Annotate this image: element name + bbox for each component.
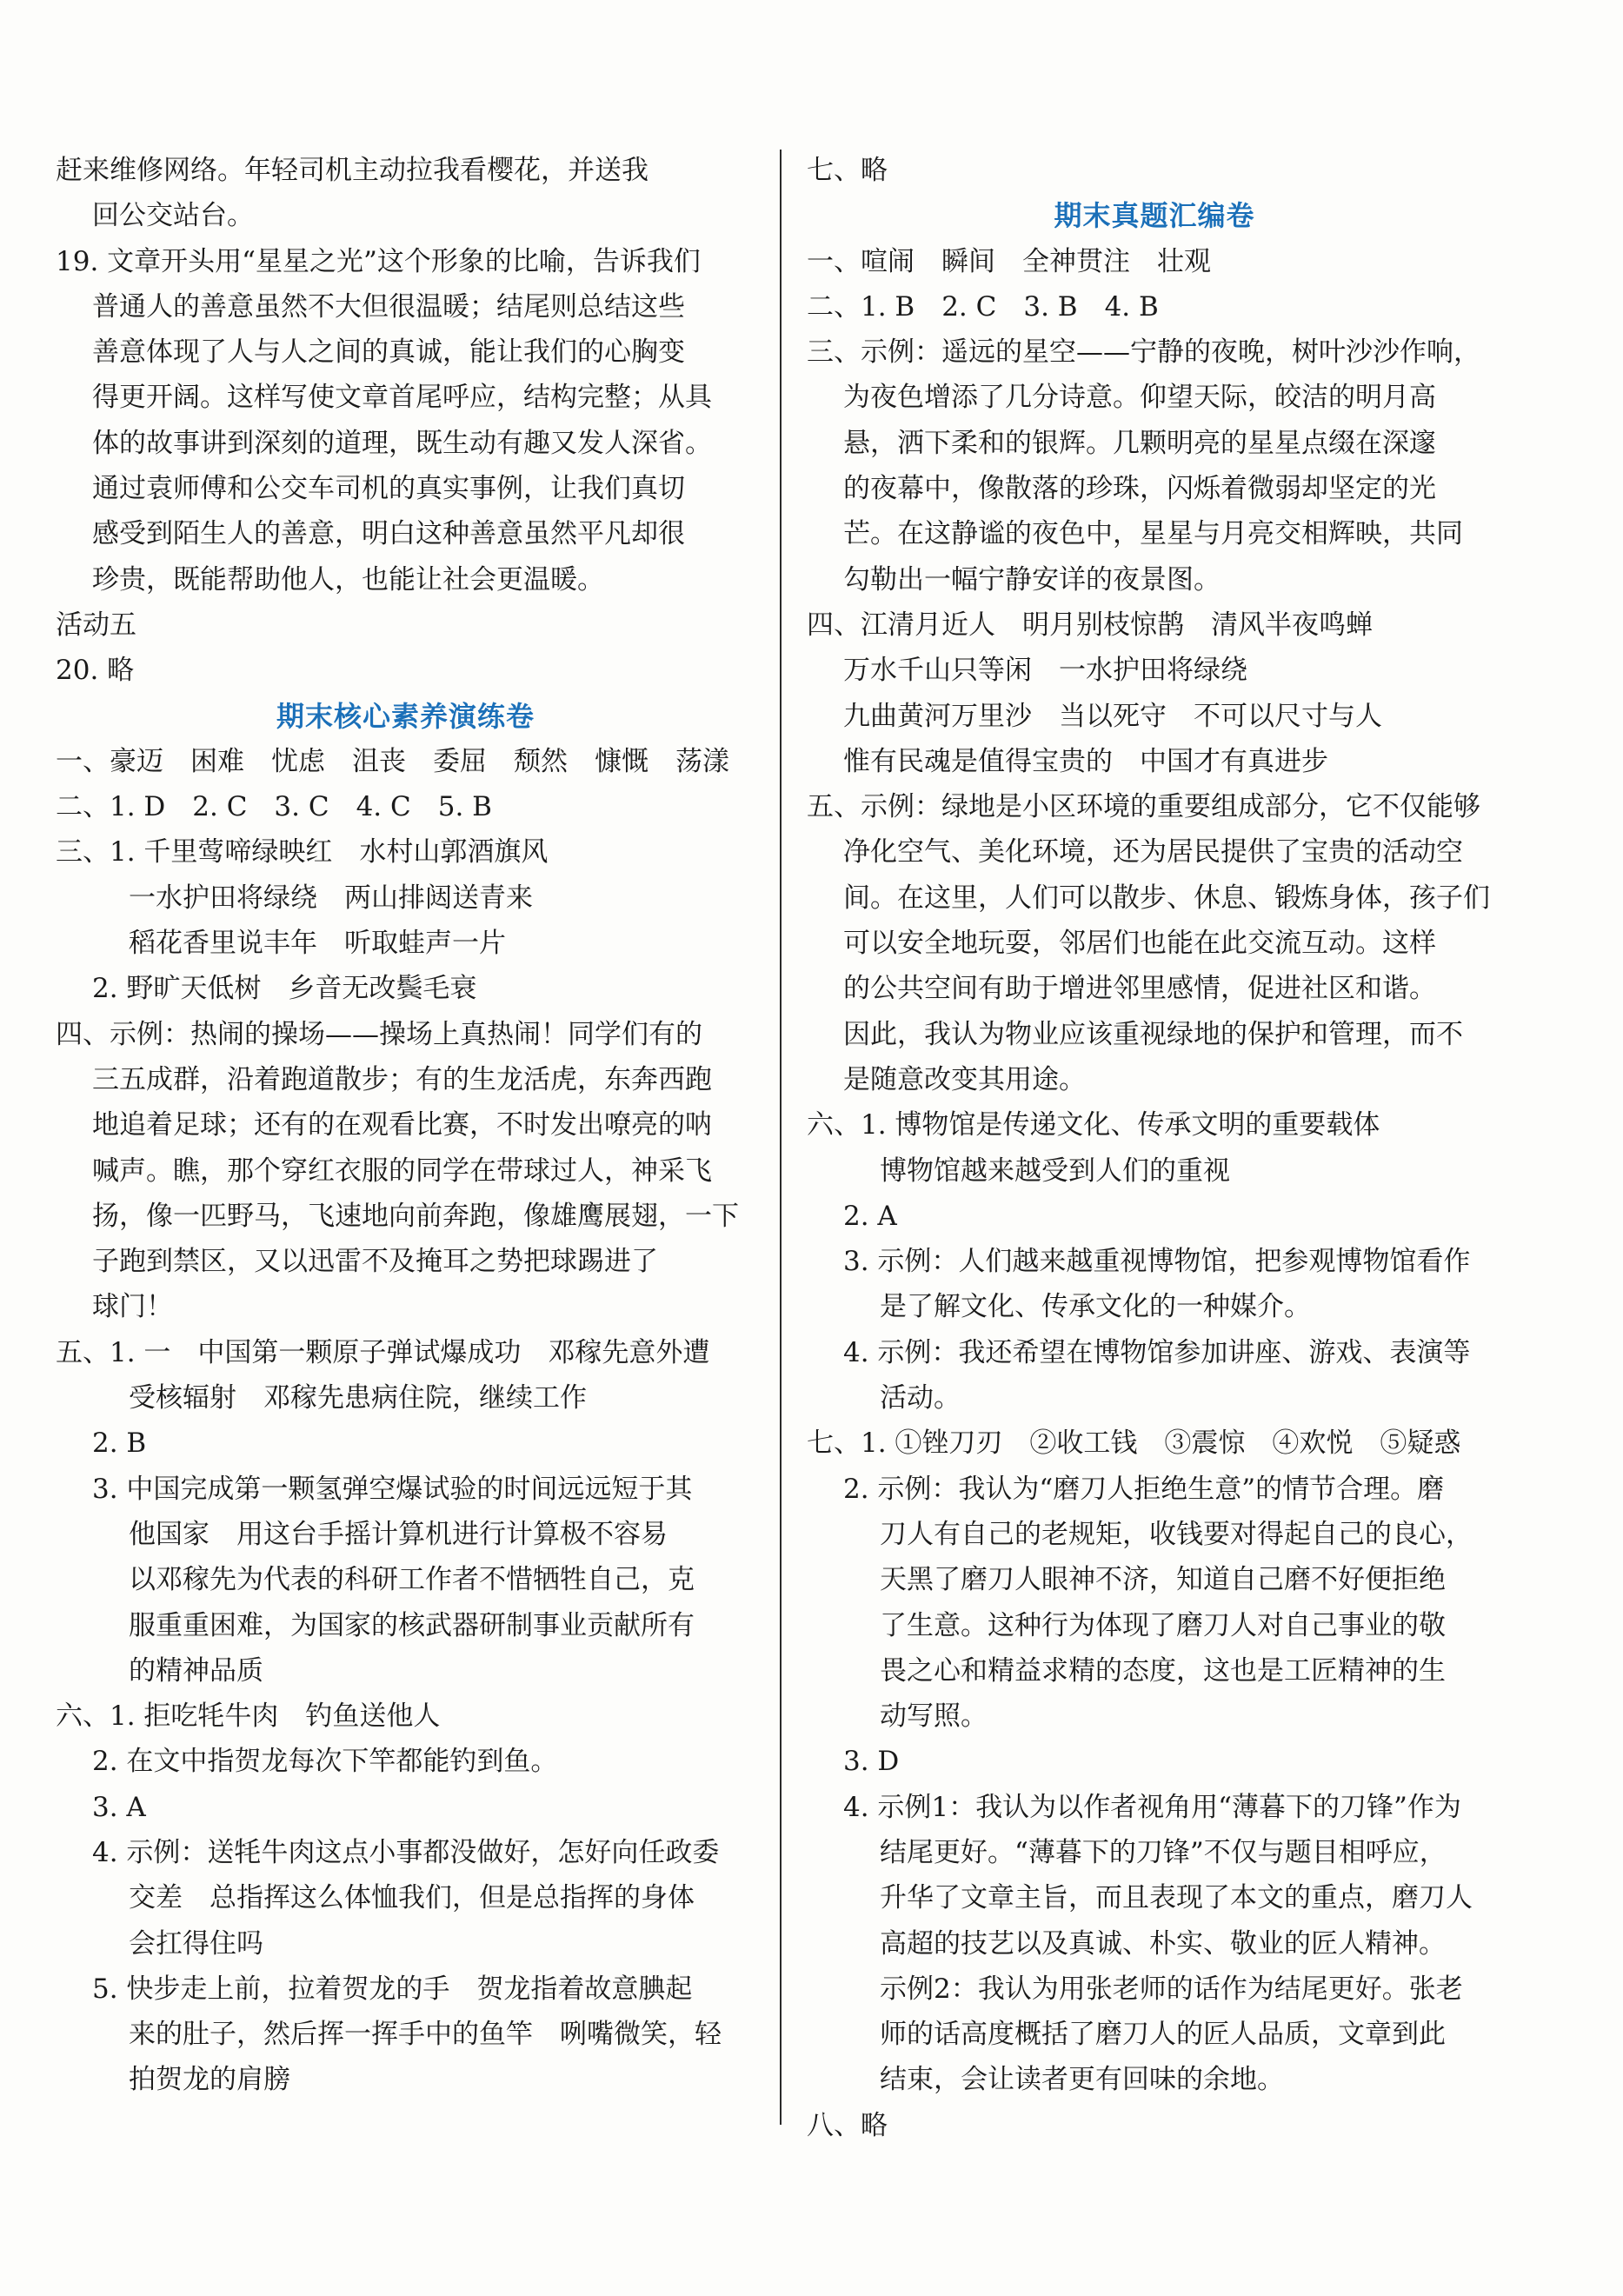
text-line: 的精神品质 <box>129 1654 263 1687</box>
text-line: 得更开阔。这样写使文章首尾呼应，结构完整；从具 <box>92 382 712 414</box>
text-line: 珍贵，既能帮助他人，也能让社会更温暖。 <box>92 563 604 596</box>
sub-answer: 5. 快步走上前，拉着贺龙的手 贺龙指着故意腆起 <box>92 1973 693 2005</box>
answer-part-2: 二、1. B 2. C 3. B 4. B <box>807 290 1159 323</box>
text-line: 万水千山只等闲 一水护田将绿绕 <box>843 655 1247 687</box>
text-line: 善意体现了人与人之间的真诚，能让我们的心胸变 <box>92 336 685 369</box>
answer-part-4: 四、示例：热闹的操场——操场上真热闹！同学们有的 <box>56 1018 702 1050</box>
text-line: 地追着足球；还有的在观看比赛，不时发出嘹亮的呐 <box>92 1109 712 1141</box>
text-line: 他国家 用这台手摇计算机进行计算极不容易 <box>129 1518 668 1550</box>
text-line: 的公共空间有助于增进邻里感情，促进社区和谐。 <box>843 973 1436 1005</box>
text-line: 一水护田将绿绕 两山排闼送青来 <box>129 882 533 914</box>
text-line: 示例2：我认为用张老师的话作为结尾更好。张老 <box>880 1973 1463 2005</box>
text-line: 天黑了磨刀人眼神不济，知道自己磨不好便拒绝 <box>880 1564 1446 1596</box>
text-line: 升华了文章主旨，而且表现了本文的重点，磨刀人 <box>880 1882 1473 1914</box>
sub-answer: 4. 示例1：我认为以作者视角用“薄暮下的刀锋”作为 <box>843 1791 1461 1823</box>
sub-answer: 4. 示例：送牦牛肉这点小事都没做好，怎好向任政委 <box>92 1836 720 1868</box>
text-line: 动写照。 <box>880 1700 988 1733</box>
text-line: 扬，像一匹野马，飞速地向前奔跑，像雄鹰展翅，一下 <box>92 1200 739 1232</box>
answer-part-1: 一、豪迈 困难 忧虑 沮丧 委屈 颓然 慷慨 荡漾 <box>56 745 729 777</box>
text-line: 子跑到禁区，又以迅雷不及掩耳之势把球踢进了 <box>92 1246 658 1278</box>
text-line: 间。在这里，人们可以散步、休息、锻炼身体，孩子们 <box>843 882 1490 914</box>
text-line: 因此，我认为物业应该重视绿地的保护和管理，而不 <box>843 1018 1463 1050</box>
left-column <box>56 148 755 2103</box>
section-title: 期末真题汇编卷 <box>1054 199 1255 233</box>
sub-answer: 2. 在文中指贺龙每次下竿都能钓到鱼。 <box>92 1746 558 1778</box>
answer-20: 20. 略 <box>56 655 135 687</box>
answer-part-4: 四、江清月近人 明月别枝惊鹊 清风半夜鸣蝉 <box>807 609 1373 641</box>
text-line: 芒。在这静谧的夜色中，星星与月亮交相辉映，共同 <box>843 518 1463 550</box>
text-line: 结尾更好。“薄暮下的刀锋”不仅与题目相呼应， <box>880 1836 1447 1868</box>
sub-answer: 3. D <box>843 1746 900 1778</box>
sub-answer: 4. 示例：我还希望在博物馆参加讲座、游戏、表演等 <box>843 1336 1471 1368</box>
sub-answer: 2. 野旷天低树 乡音无改鬓毛衰 <box>92 973 477 1005</box>
sub-answer: 3. A <box>92 1791 146 1823</box>
text-line: 结束，会让读者更有回味的余地。 <box>880 2064 1284 2096</box>
text-line: 通过袁师傅和公交车司机的真实事例，让我们真切 <box>92 473 685 505</box>
answer-part-8: 八、略 <box>807 2109 888 2141</box>
text-line: 回公交站台。 <box>92 200 254 232</box>
text-line: 三五成群，沿着跑道散步；有的生龙活虎，东奔西跑 <box>92 1063 712 1095</box>
text-line: 高超的技艺以及真诚、朴实、敬业的匠人精神。 <box>880 1927 1446 1960</box>
text-line: 赶来维修网络。年轻司机主动拉我看樱花，并送我 <box>56 155 649 186</box>
text-line: 勾勒出一幅宁静安详的夜景图。 <box>843 563 1221 596</box>
answer-part-6: 六、1. 拒吃牦牛肉 钓鱼送他人 <box>56 1700 441 1733</box>
text-line: 可以安全地玩耍，邻居们也能在此交流互动。这样 <box>843 928 1436 960</box>
text-line: 以邓稼先为代表的科研工作者不惜牺牲自己，克 <box>129 1564 695 1596</box>
right-column <box>807 148 1502 2148</box>
answer-part-2: 二、1. D 2. C 3. C 4. C 5. B <box>56 791 492 823</box>
sub-answer: 3. 中国完成第一颗氢弹空爆试验的时间远远短于其 <box>92 1473 693 1505</box>
answer-part-6: 六、1. 博物馆是传递文化、传承文明的重要载体 <box>807 1109 1380 1141</box>
text-line: 体的故事讲到深刻的道理，既生动有趣又发人深省。 <box>92 427 712 459</box>
answer-part-7: 七、略 <box>807 155 888 186</box>
answer-part-3: 三、1. 千里莺啼绿映红 水村山郭酒旗风 <box>56 836 549 868</box>
text-line: 博物馆越来越受到人们的重视 <box>880 1155 1230 1187</box>
text-line: 受核辐射 邓稼先患病住院，继续工作 <box>129 1382 587 1414</box>
text-line: 会扛得住吗 <box>129 1927 263 1960</box>
text-line: 是了解文化、传承文化的一种媒介。 <box>880 1291 1311 1323</box>
column-divider <box>780 150 782 2125</box>
text-line: 拍贺龙的肩膀 <box>129 2064 290 2096</box>
answer-part-5: 五、示例：绿地是小区环境的重要组成部分，它不仅能够 <box>807 791 1480 823</box>
text-line: 是随意改变其用途。 <box>843 1063 1086 1095</box>
text-line: 惟有民魂是值得宝贵的 中国才有真进步 <box>843 745 1328 777</box>
text-line: 稻花香里说丰年 听取蛙声一片 <box>129 928 506 960</box>
text-line: 来的肚子，然后挥一挥手中的鱼竿 咧嘴微笑，轻 <box>129 2019 722 2051</box>
answer-part-3: 三、示例：遥远的星空——宁静的夜晚，树叶沙沙作响， <box>807 336 1480 369</box>
text-line: 交差 总指挥这么体恤我们，但是总指挥的身体 <box>129 1882 695 1914</box>
text-line: 师的话高度概括了磨刀人的匠人品质，文章到此 <box>880 2019 1446 2051</box>
text-line: 感受到陌生人的善意，明白这种善意虽然平凡却很 <box>92 518 685 550</box>
sub-answer: 3. 示例：人们越来越重视博物馆，把参观博物馆看作 <box>843 1246 1471 1278</box>
section-title: 期末核心素养演练卷 <box>276 699 535 733</box>
text-line: 普通人的善意虽然不大但很温暖；结尾则总结这些 <box>92 290 685 323</box>
text-line: 刀人有自己的老规矩，收钱要对得起自己的良心， <box>880 1518 1473 1550</box>
text-line: 球门！ <box>92 1291 173 1323</box>
answer-part-7: 七、1. ①锉刀刃 ②收工钱 ③震惊 ④欢悦 ⑤疑惑 <box>807 1428 1461 1460</box>
text-line: 悬，洒下柔和的银辉。几颗明亮的星星点缀在深邃 <box>843 427 1436 459</box>
text-line: 喊声。瞧，那个穿红衣服的同学在带球过人，神采飞 <box>92 1155 712 1187</box>
text-line: 的夜幕中，像散落的珍珠，闪烁着微弱却坚定的光 <box>843 473 1436 505</box>
text-line: 畏之心和精益求精的态度，这也是工匠精神的生 <box>880 1654 1446 1687</box>
activity-heading: 活动五 <box>56 609 136 641</box>
sub-answer: 2. 示例：我认为“磨刀人拒绝生意”的情节合理。磨 <box>843 1473 1445 1505</box>
answer-part-1: 一、喧闹 瞬间 全神贯注 壮观 <box>807 245 1211 277</box>
sub-answer: 2. A <box>843 1200 897 1232</box>
text-line: 活动。 <box>880 1382 961 1414</box>
text-line: 净化空气、美化环境，还为居民提供了宝贵的活动空 <box>843 836 1463 868</box>
text-line: 为夜色增添了几分诗意。仰望天际，皎洁的明月高 <box>843 382 1436 414</box>
text-line: 了生意。这种行为体现了磨刀人对自己事业的敬 <box>880 1609 1446 1641</box>
text-line: 九曲黄河万里沙 当以死守 不可以尺寸与人 <box>843 700 1382 732</box>
answer-part-5: 五、1. 一 中国第一颗原子弹试爆成功 邓稼先意外遭 <box>56 1336 710 1368</box>
answer-19: 19. 文章开头用“星星之光”这个形象的比喻，告诉我们 <box>56 245 701 277</box>
sub-answer: 2. B <box>92 1428 147 1460</box>
text-line: 服重重困难，为国家的核武器研制事业贡献所有 <box>129 1609 695 1641</box>
